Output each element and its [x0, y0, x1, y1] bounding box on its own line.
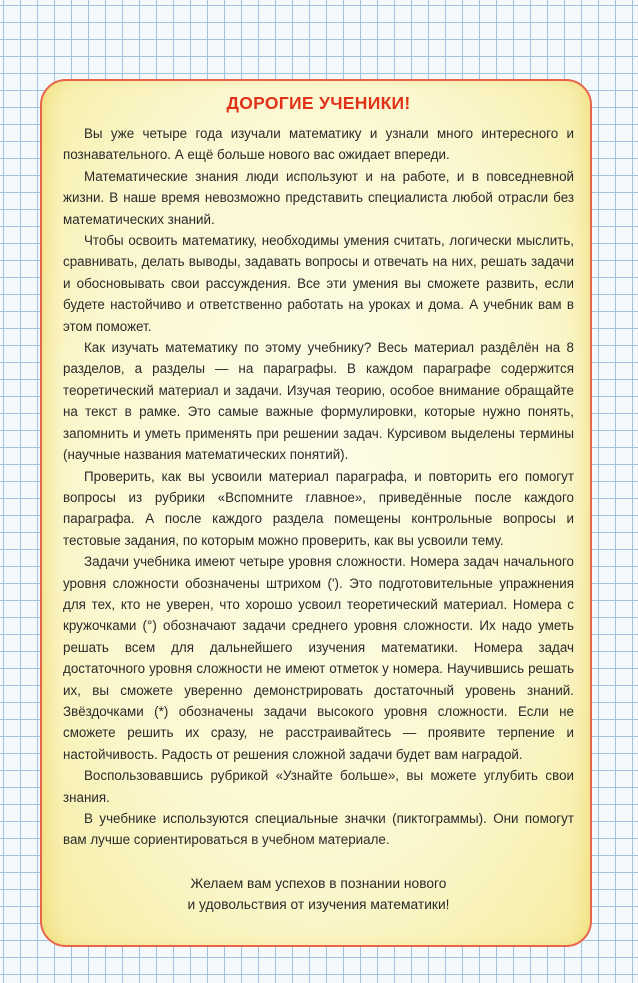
preface-card — [40, 79, 592, 947]
paragraph: В учебнике используются специальные значки (пиктограммы). Они помогут вам лучше сориентироваться в учебном материале. — [63, 811, 574, 848]
closing-line: и удовольствия от изучения математики! — [187, 897, 450, 913]
paragraph: Проверить, как вы усвоили материал параграфа, и повторить его помогут вопросы из рубрики «Вспомните главное», приведённые после каждого параграфа. А после каждого раздела помещены контрольные вопросы и тестовые задания, по которым можно проверить, как вы усвоили тему. — [63, 468, 574, 548]
closing-line: Желаем вам успехов в познании нового — [190, 875, 447, 891]
paragraph: Математические знания люди используют и на работе, и в повседневной жизни. В наше время невозможно представить специалиста любой отрасли без математических знаний. — [63, 168, 574, 227]
paragraph: Воспользовавшись рубрикой «Узнайте больше», вы можете углубить свои знания. — [63, 768, 574, 805]
paragraph: Как изучать математику по этому учебнику? Весь материал раздêлён на 8 разделов, а разделы — на параграфы. В каждом параграфе содержится теоретический материал и задачи. Изучая теорию, особое внимание обращайте на текст в рамке. Это самые важные формулировки, которые нужно понять, запомнить и уметь применять при решении задач. Курсивом выделены термины (научные названия математических понятий). — [63, 340, 574, 463]
paragraph: Вы уже четыре года изучали математику и узнали много интересного и познавательного. А ещё больше нового вас ожидает впереди. — [63, 126, 574, 163]
paragraph: Чтобы освоить математику, необходимы умения считать, логически мыслить, сравнивать, делать выводы, задавать вопросы и отвечать на них, решать задачи и обосновывать свои рассуждения. Все эти умения вы сможете развить, если будете настойчиво и ответственно работать на уроках и дома. А учебник вам в этом поможет. — [63, 233, 574, 334]
preface-body — [63, 123, 574, 851]
paragraph: Задачи учебника имеют четыре уровня сложности. Номера задач начального уровня сложности обозначены штрихом (ʹ). Это подготовительные упражнения для тех, кто не уверен, что хорошо усвоил теоретический материал. Номера с кружочками (°) обозначают задачи среднего уровня сложности. Их надо уметь решать всем для дальнейшего изучения математики. Номера задач достаточного уровня сложности не имеют отметок у номера. Научившись решать их, вы сможете уверенно демонстрировать достаточный уровень знаний. Звёздочками (*) обозначены задачи высокого уровня сложности. Если не сможете решить их сразу, не расстраивайтесь — проявите терпение и настойчивость. Радость от решения сложной задачи будет вам наградой. — [63, 554, 574, 762]
closing-wish — [63, 873, 574, 916]
page-title: ДОРОГИЕ УЧЕНИКИ! — [226, 93, 411, 113]
